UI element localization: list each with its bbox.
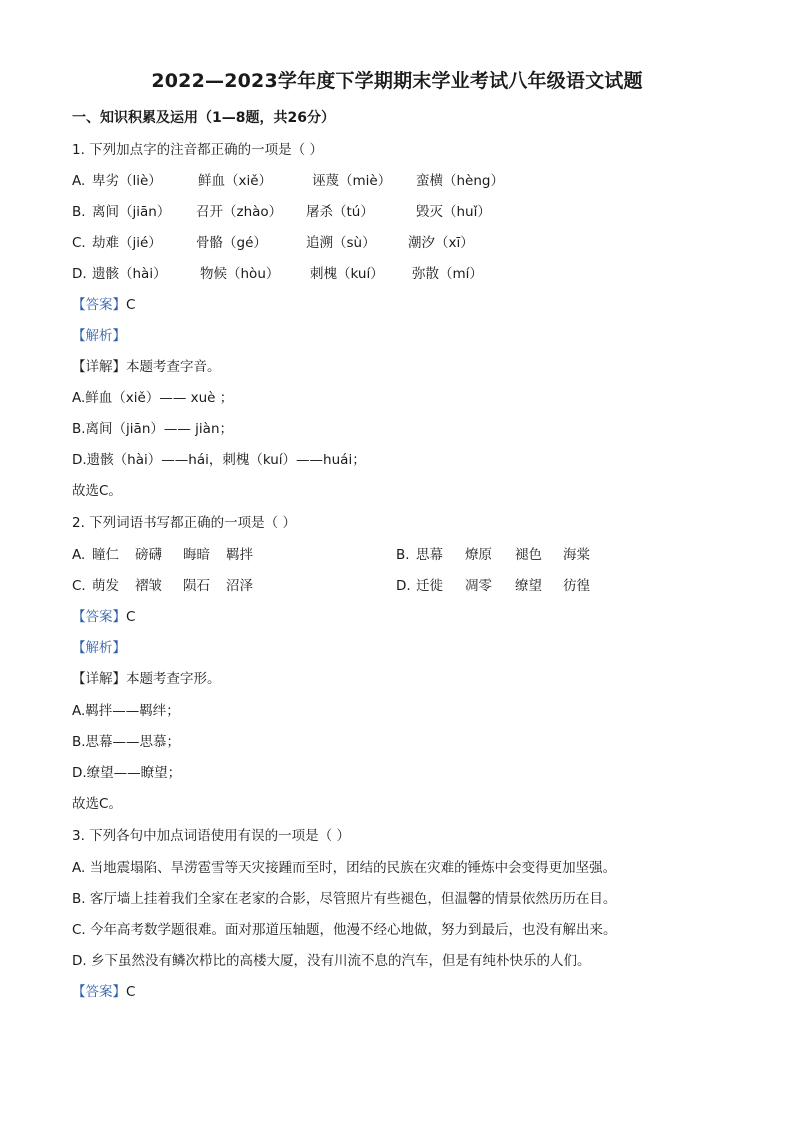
option-item: 沼泽	[226, 578, 253, 594]
option-item: 弥散（mí）	[412, 266, 483, 282]
section-heading: 一、知识积累及运用（1—8题，共26分）	[72, 110, 335, 126]
q2-stem: 2. 下列词语书写都正确的一项是（ ）	[72, 515, 296, 531]
option-item: 彷徨	[563, 578, 590, 594]
detail-tag: 【详解】	[72, 359, 126, 375]
option-label: A.	[72, 547, 86, 563]
q1-explanation-line: D.遗骸（hài）——hái，刺槐（kuí）——huái；	[72, 452, 366, 468]
q1-answer	[72, 295, 135, 315]
option-item: 毁灭（huǐ）	[416, 204, 491, 220]
option-item: 萌发	[92, 578, 119, 594]
q2-detail	[72, 669, 221, 689]
answer-value: C	[126, 297, 136, 313]
q2-explanation-line: B.思幕——思慕；	[72, 734, 181, 750]
answer-value: C	[126, 984, 136, 1000]
q3-stem: 3. 下列各句中加点词语使用有误的一项是（ ）	[72, 828, 350, 844]
option-item: 卑劣（liè）	[92, 173, 162, 189]
option-item: 潮汐（xī）	[408, 235, 474, 251]
q2-conclusion: 故选C。	[72, 796, 122, 812]
option-item: 晦暗	[183, 547, 210, 563]
option-item: 召开（zhào）	[196, 204, 283, 220]
q1-stem: 1. 下列加点字的注音都正确的一项是（ ）	[72, 142, 323, 158]
q2-analysis-tag: 【解析】	[72, 640, 126, 656]
detail-text: 本题考查字形。	[126, 671, 221, 687]
q1-conclusion: 故选C。	[72, 483, 122, 499]
option-item: 海棠	[563, 547, 590, 563]
q2-answer	[72, 607, 135, 627]
option-item: 褶皱	[135, 578, 162, 594]
detail-tag: 【详解】	[72, 671, 126, 687]
option-item: 缭望	[515, 578, 542, 594]
option-item: 追溯（sù）	[306, 235, 376, 251]
q3-answer	[72, 982, 135, 1002]
option-label: B.	[72, 204, 86, 220]
option-item: 骨骼（gé）	[196, 235, 267, 251]
q2-explanation-line: A.羁拌——羁绊；	[72, 703, 180, 719]
option-item: 遗骸（hài）	[92, 266, 167, 282]
option-label: C.	[72, 578, 86, 594]
answer-tag: 【答案】	[72, 984, 126, 1000]
option-item: 蛮横（hèng）	[416, 173, 504, 189]
option-item: 物候（hòu）	[200, 266, 280, 282]
q3-option-a: A. 当地震塌陷、旱涝雹雪等天灾接踵而至时，团结的民族在灾难的锤炼中会变得更加坚强。	[72, 860, 617, 876]
option-label: A.	[72, 173, 86, 189]
option-item: 凋零	[465, 578, 492, 594]
option-item: 思幕	[416, 547, 443, 563]
option-item: 刺槐（kuí）	[310, 266, 384, 282]
answer-value: C	[126, 609, 136, 625]
detail-text: 本题考查字音。	[126, 359, 221, 375]
option-item: 劫难（jié）	[92, 235, 162, 251]
q3-option-c: C. 今年高考数学题很难。面对那道压轴题，他漫不经心地做，努力到最后，也没有解出来。	[72, 922, 617, 938]
q1-explanation-line: B.离间（jiān）—— jiàn；	[72, 421, 234, 437]
option-item: 陨石	[183, 578, 210, 594]
option-item: 离间（jiān）	[92, 204, 171, 220]
page-title: 2022—2023学年度下学期期末学业考试八年级语文试题	[151, 70, 643, 92]
option-item: 迁徙	[416, 578, 443, 594]
q3-option-b: B. 客厅墙上挂着我们全家在老家的合影，尽管照片有些褪色，但温馨的情景依然历历在目。	[72, 891, 617, 907]
option-label: C.	[72, 235, 86, 251]
option-item: 诬蔑（miè）	[312, 173, 392, 189]
q1-detail	[72, 357, 221, 377]
option-item: 磅礴	[135, 547, 162, 563]
q3-option-d: D. 乡下虽然没有鳞次栉比的高楼大厦，没有川流不息的汽车，但是有纯朴快乐的人们。	[72, 953, 591, 969]
answer-tag: 【答案】	[72, 297, 126, 313]
option-item: 鲜血（xiě）	[198, 173, 273, 189]
q1-analysis-tag: 【解析】	[72, 328, 126, 344]
option-item: 屠杀（tú）	[306, 204, 374, 220]
q1-explanation-line: A.鲜血（xiě）—— xuè ；	[72, 390, 234, 406]
option-item: 瞳仁	[92, 547, 119, 563]
option-item: 褪色	[515, 547, 542, 563]
answer-tag: 【答案】	[72, 609, 126, 625]
q2-explanation-line: D.缭望——瞭望；	[72, 765, 182, 781]
option-label: D.	[396, 578, 411, 594]
option-label: D.	[72, 266, 87, 282]
option-label: B.	[396, 547, 410, 563]
option-item: 羁拌	[226, 547, 253, 563]
option-item: 燎原	[465, 547, 492, 563]
